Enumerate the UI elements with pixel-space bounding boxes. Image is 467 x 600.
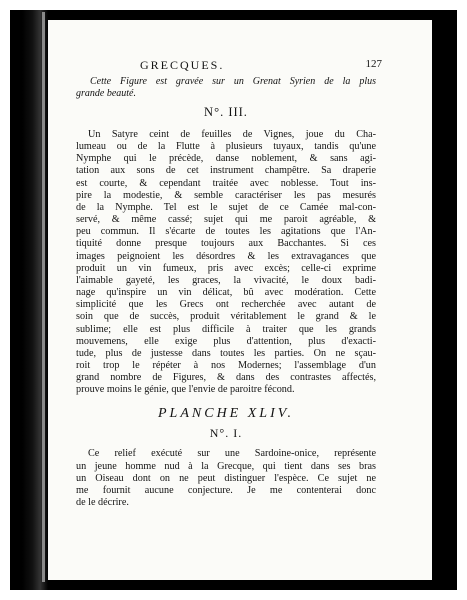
caption-line: grande beauté. (76, 88, 136, 99)
text-line: produit un vin fumeux, pris avec excès; celle-ci exprime (76, 262, 376, 274)
text-line: mouvemens, elle exige plus d'attention, plus d'exacti- (76, 335, 376, 347)
text-line: nage qu'inspire un vin délicat, bû avec modération. Cette (76, 287, 376, 299)
text-line: de la Nymphe. Tel est le sujet de ce Camée mal-con- (76, 201, 376, 213)
figure-caption (76, 76, 376, 100)
text-line: soin que de succès, produit véritablement le grand & le (76, 311, 376, 323)
page-content (76, 58, 382, 509)
text-line: prouve moins le génie, que l'envie de paroitre fécond. (76, 384, 295, 396)
text-line: servé, & même cassé; sujet qui me paroit agréable, & (76, 214, 376, 226)
text-line: tude, plus de justesse dans toutes les parties. On ne sçau- (76, 347, 376, 359)
running-head (76, 58, 382, 74)
text-line: peu commun. Il s'écarte de toutes les agitations que l'An- (76, 226, 376, 238)
text-line: roit trop le répéter à nos Modernes; l'assemblage d'un (76, 359, 376, 371)
section-heading: N°. III. (204, 105, 248, 119)
text-line: pire la modestie, & semble caractériser les pas mesurés (76, 189, 376, 201)
text-line: est courte, & cependant traitée avec noblesse. Tout ins- (76, 177, 376, 189)
text-line: lumeau ou de la Flutte à plusieurs tuyaux, tandis qu'une (76, 141, 376, 153)
text-line: grand nombre de Figures, & dans des contrastes affectés, (76, 372, 376, 384)
text-line: Ce relief exécuté sur une Sardoine-onice, représente (88, 448, 376, 460)
text-line: tiquité donne presque toujours aux Bacchantes. Si ces (76, 238, 376, 250)
text-line: Un Satyre ceint de feuilles de Vignes, joue du Cha- (88, 129, 376, 140)
page-number: 127 (365, 58, 382, 70)
text-line: sublime; elle est plus difficile à traiter que les grands (76, 323, 376, 335)
running-title: GRECQUES. (140, 58, 225, 72)
plate-number: N°. I. (209, 426, 243, 441)
text-line: un Oiseau dont on ne peut distinguer l'espèce. Ce sujet ne (76, 472, 376, 484)
plate-heading: PLANCHE XLIV. (158, 406, 294, 422)
text-line: un jeune homme nud à la Grecque, qui tient dans ses bras (76, 460, 376, 472)
text-line: tation aux sons de cet instrument champêtre. Sa draperie (76, 165, 376, 177)
plate-body (76, 448, 376, 509)
text-line: me fournit aucune conjecture. Je me contenterai donc (76, 484, 376, 496)
text-line: images peignoient les désordres & les extravagances que (76, 250, 376, 262)
text-line: l'aimable gayeté, les graces, la vivacité, le doux badi- (76, 274, 376, 286)
text-line: de le décrire. (76, 497, 129, 509)
page-edge (42, 12, 45, 582)
section-body (76, 129, 376, 396)
text-line: Nymphe qui le précède, danse noblement, & sans agi- (76, 153, 376, 165)
caption-line: Cette Figure est gravée sur un Grenat Syrien de la plus (90, 76, 376, 87)
text-line: simplicité que les Grecs ont recherchée avec autant de (76, 299, 376, 311)
